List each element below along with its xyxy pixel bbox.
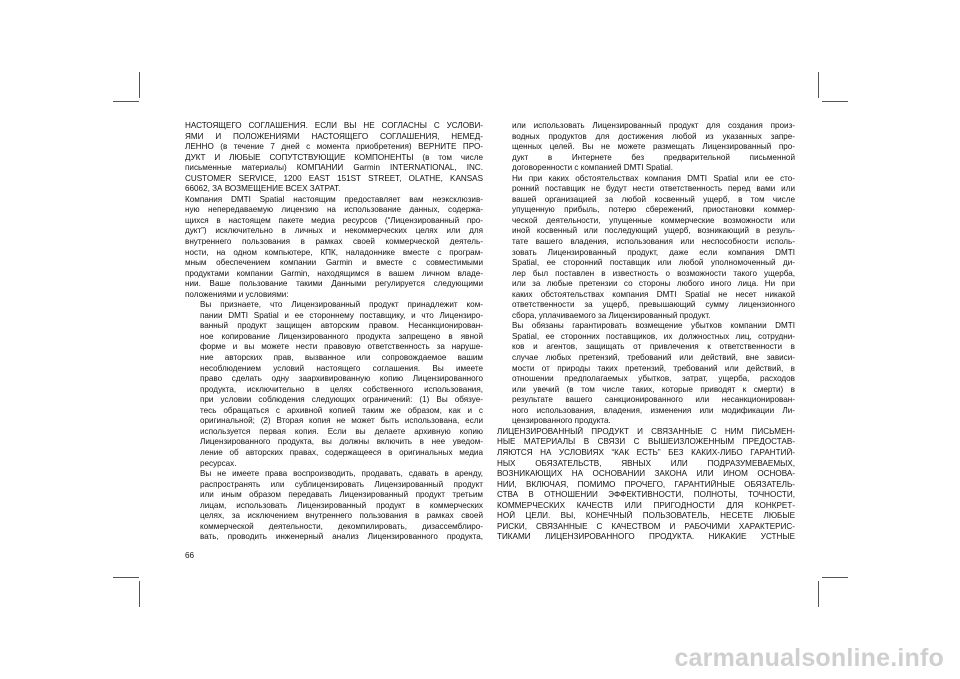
text-line: ние авторских прав, вызванное или сопровождаемое вашим: [200, 353, 483, 363]
text-line: СТВА В ОТНОШЕНИИ ЭФФЕКТИВНОСТИ, ПОЛНОТЫ, ТОЧНОСТИ,: [497, 490, 795, 500]
crop-mark-top-right-v: [818, 72, 819, 98]
text-line: тате вашего владения, использования или неспособности исполь-: [512, 237, 795, 247]
text-line: НОЙ ЦЕЛИ. ВЫ, КОНЕЧНЫЙ ПОЛЬЗОВАТЕЛЬ, НЕСЕТЕ ЛЮБЫЕ: [497, 511, 795, 521]
text-line: используется первая копия. Если вы делаете архивную копию: [200, 426, 483, 436]
watermark-logo: carmanualsonline.info: [674, 644, 944, 672]
text-line: ную непередаваемую лицензию на использование данных, содержа-: [185, 205, 483, 215]
text-line: сбора, уплачиваемого за Лицензированный продукт.: [512, 310, 711, 320]
text-line: пании DMTI Spatial и ее стороннему поставщику, и что Лицензиро-: [200, 310, 483, 320]
text-line: положениями и условиями:: [185, 289, 289, 299]
text-line: ков и агентов, защищать от привлечения к ответственности в: [512, 342, 795, 352]
text-line: договоренности с компанией DMTI Spatial.: [512, 163, 673, 173]
text-line: зовать Лицензированный продукт, даже если компания DMTI: [512, 247, 795, 257]
text-line: цензированного продукта.: [512, 416, 611, 426]
text-line: ронний поставщик не будут нести ответственность перед вами или: [512, 184, 795, 194]
crop-mark-top-right-h: [822, 101, 848, 102]
text-line: письменные материалы) КОМПАНИИ Garmin INTERNATIONAL, INC.: [185, 163, 483, 173]
text-line: НИИ, ВКЛЮЧАЯ, ПОМИМО ПРОЧЕГО, ГАРАНТИЙНЫЕ ОБЯЗАТЕЛЬ-: [497, 479, 795, 489]
text-line: коммерческой деятельности, декомпилировать, дизассемблиро-: [200, 521, 483, 531]
text-line: Вы не имеете права воспроизводить, продавать, сдавать в аренду,: [200, 469, 483, 479]
text-line: ление об авторских правах, содержащееся в оригинальных медиа: [200, 447, 483, 457]
text-line: Spatial, ее сторонних поставщиков, их должностных лиц, сотрудни-: [512, 331, 795, 341]
text-line: вашей организацией за любой косвенный ущерб, в том числе: [512, 194, 795, 204]
text-line: упущенную прибыль, потерю сбережений, приостановки коммер-: [512, 205, 795, 215]
text-line: Вы признаете, что Лицензированный продукт принадлежит ком-: [200, 300, 483, 310]
text-line: РИСКИ, СВЯЗАННЫЕ С КАЧЕСТВОМ И РАБОЧИМИ ХАРАКТЕРИС-: [497, 521, 795, 531]
text-line: дукт в Интернете без предварительной письменной: [512, 152, 795, 162]
text-line: ЯМИ И ПОЛОЖЕНИЯМИ НАСТОЯЩЕГО СОГЛАШЕНИЯ, НЕМЕД-: [185, 131, 483, 141]
text-line: или за любые претензии со стороны любого иного лица. Ни при: [512, 279, 795, 289]
crop-mark-top-left-h: [113, 101, 139, 102]
text-line: водных продуктов для достижения любой из указанных запре-: [512, 131, 795, 141]
text-line: при условии соблюдения следующих ограничений: (1) Вы обязуе-: [200, 395, 483, 405]
text-line: случае любых претензий, требований или действий, вне зависи-: [512, 353, 795, 363]
text-line: вать, проводить инженерный анализ Лицензированного продукта,: [200, 532, 483, 542]
text-line: или увечий (в том числе таких, которые приводят к смерти) в: [512, 384, 795, 394]
text-line: Вы обязаны гарантировать возмещение убытков компании DMTI: [512, 321, 795, 331]
text-line: CUSTOMER SERVICE, 1200 EAST 151ST STREET, OLATHE, KANSAS: [185, 173, 483, 183]
text-line: ДУКТ И ЛЮБЫЕ СОПУТСТВУЮЩИЕ КОМПОНЕНТЫ (в том числе: [185, 152, 483, 162]
crop-mark-top-left-v: [139, 72, 140, 98]
text-line: ответственности за ущерб, превышающий сумму лицензионного: [512, 300, 795, 310]
text-line: дукт”) исключительно в личных и некоммерческих целях или для: [185, 226, 483, 236]
text-line: ное копирование Лицензированного продукта запрещено в явной: [200, 331, 483, 341]
crop-mark-bottom-right-v: [818, 581, 819, 607]
text-line: КОММЕРЧЕСКИХ КАЧЕСТВ ИЛИ ПРИГОДНОСТИ ДЛЯ КОНКРЕТ-: [497, 500, 795, 510]
text-column-right: [497, 121, 795, 543]
text-line: Spatial, ее сторонний поставщик или любой уполномоченный ди-: [512, 258, 795, 268]
text-line: форме и вы можете нести правовую ответственность за наруше-: [200, 342, 483, 352]
text-line: ресурсах.: [200, 458, 237, 468]
text-line: ности, на одном компьютере, КПК, наладоннике вместе с програм-: [185, 247, 483, 257]
text-line: оригинальной; (2) Вторая копия не может быть использована, если: [200, 416, 483, 426]
text-line: ванный продукт защищен авторским правом. Несанкционирован-: [200, 321, 483, 331]
text-line: Лицензированного продукта, вы должны включить в нее уведом-: [200, 437, 483, 447]
text-line: ЛЯЮТСЯ НА УСЛОВИЯХ “КАК ЕСТЬ” БЕЗ КАКИХ-ЛИБО ГАРАНТИЙ-: [497, 447, 795, 457]
text-line: мости от природы таких претензий, требований или действий, в: [512, 363, 795, 373]
text-line: отношении предполагаемых убытков, затрат, ущерба, расходов: [512, 374, 795, 384]
text-line: 66062, ЗА ВОЗМЕЩЕНИЕ ВСЕХ ЗАТРАТ.: [185, 184, 341, 194]
text-line: иной косвенный или последующий ущерб, возникающий в резуль-: [512, 226, 795, 236]
text-line: или иным образом передавать Лицензированный продукт третьим: [200, 490, 483, 500]
text-line: внутреннего пользования в рамках своей коммерческой деятель-: [185, 237, 483, 247]
text-line: распространять или сублицензировать Лицензированный продукт: [200, 479, 483, 489]
text-line: ТИКАМИ ЛИЦЕНЗИРОВАННОГО ПРОДУКТА. НИКАКИЕ УСТНЫЕ: [497, 532, 795, 542]
text-line: ЛЕННО (в течение 7 дней с момента приобретения) ВЕРНИТЕ ПРО-: [185, 142, 483, 152]
text-line: ВОЗНИКАЮЩИХ НА ОСНОВАНИИ ЗАКОНА ИЛИ ИНОМ ОСНОВА-: [497, 469, 795, 479]
text-line: ческой деятельности, упущенные коммерческие возможности или: [512, 215, 795, 225]
text-line: Ни при каких обстоятельствах компания DMTI Spatial или ее сто-: [512, 173, 795, 183]
text-line: продукта, исключительно в целях собственного использования,: [200, 384, 483, 394]
text-line: Компания DMTI Spatial настоящим предоставляет вам неэксклюзив-: [185, 194, 483, 204]
crop-mark-bottom-left-v: [139, 581, 140, 607]
text-line: ЛИЦЕНЗИРОВАННЫЙ ПРОДУКТ И СВЯЗАННЫЕ С НИМ ПИСЬМЕН-: [497, 426, 795, 436]
text-line: ного использования, владения, изменения или модификации Ли-: [512, 405, 795, 415]
text-column-left: [185, 121, 483, 543]
text-line: НАСТОЯЩЕГО СОГЛАШЕНИЯ. ЕСЛИ ВЫ НЕ СОГЛАСНЫ С УСЛОВИ-: [185, 121, 483, 130]
text-line: тесь обращаться с архивной копией таким же образом, как и с: [200, 405, 483, 415]
text-line: продуктами компании Garmin, находящимся в вашем личном владе-: [185, 268, 483, 278]
text-line: несоблюдением условий настоящего соглашения. Вы имеете: [200, 363, 483, 373]
text-line: НЫХ ОБЯЗАТЕЛЬСТВ, ЯВНЫХ ИЛИ ПОДРАЗУМЕВАЕМЫХ,: [497, 458, 795, 468]
text-line: мным обеспечением компании Garmin и вместе с совместимыми: [185, 258, 483, 268]
crop-mark-bottom-right-h: [822, 577, 848, 578]
text-line: целях, за исключением внутреннего пользования в рамках своей: [200, 511, 483, 521]
text-line: лер был поставлен в известность о возможности такого ущерба,: [512, 268, 795, 278]
crop-mark-bottom-left-h: [113, 577, 139, 578]
text-line: результате вашего санкционированного или несанкционирован-: [512, 395, 795, 405]
text-line: право сделать одну заархивированную копию Лицензированного: [200, 374, 483, 384]
text-line: каких обстоятельствах компания DMTI Spatial не несет никакой: [512, 289, 795, 299]
text-line: нии. Ваше пользование такими Данными регулируется следующими: [185, 279, 483, 289]
text-line: щихся в настоящем пакете медиа ресурсов (“Лицензированный про-: [185, 215, 483, 225]
text-line: щенных целей. Вы не можете размещать Лицензированный про-: [512, 142, 795, 152]
page-number: 66: [185, 551, 195, 560]
text-line: лицам, использовать Лицензированный продукт в коммерческих: [200, 500, 483, 510]
text-line: или использовать Лицензированный продукт для создания произ-: [512, 121, 795, 130]
text-line: НЫЕ МАТЕРИАЛЫ В СВЯЗИ С ВЫШЕИЗЛОЖЕННЫМ ПРЕДОСТАВ-: [497, 437, 795, 447]
